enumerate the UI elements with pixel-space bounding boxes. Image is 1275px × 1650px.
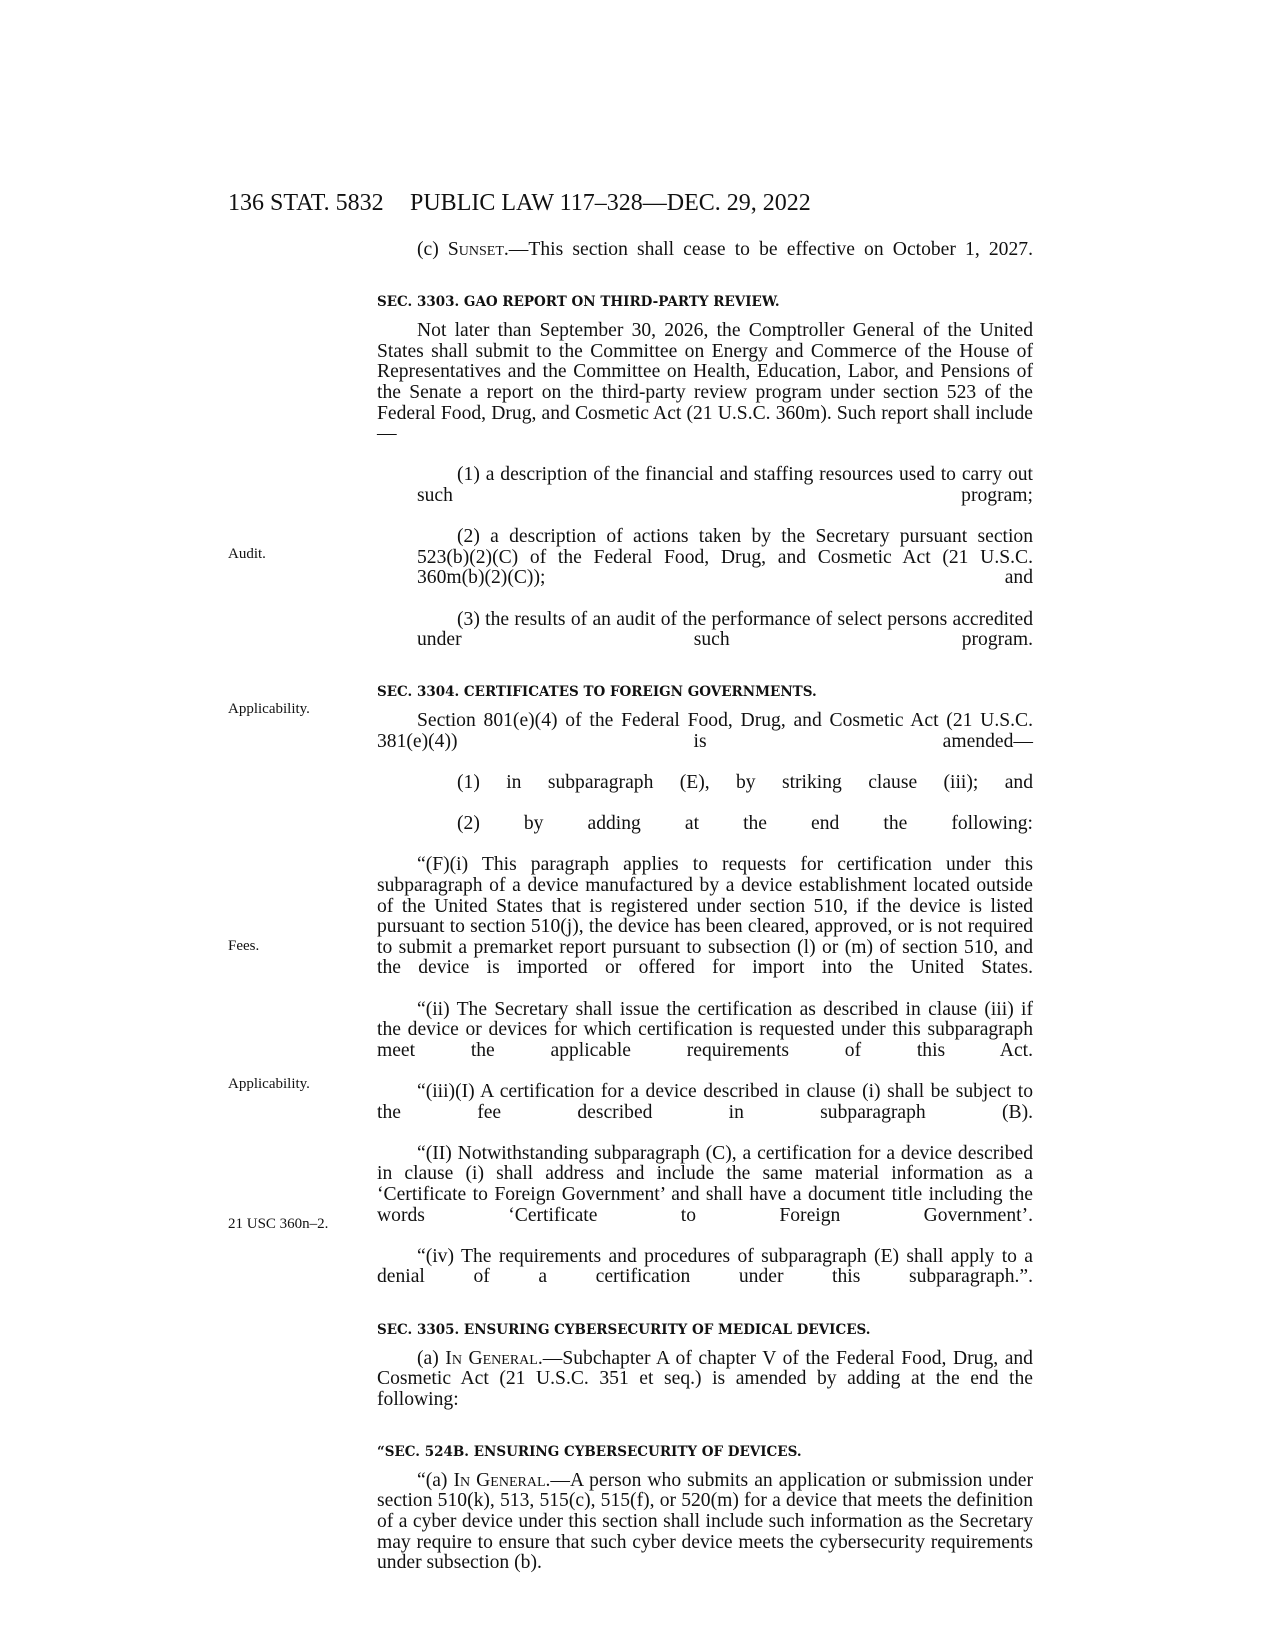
section-3303-item-1: (1) a description of the financial and staffing resources used to carry out such program; bbox=[417, 464, 1033, 506]
subparagraph-f-clause-iii-ii: “(II) Notwithstanding subparagraph (C), a certification for a device described in clause (i) shall address and include the same material information as a ‘Certificate to Foreign Government’ and shall have a document title including the words ‘Certificate to Foreign Government’. bbox=[377, 1142, 1033, 1226]
section-3303-heading: SEC. 3303. GAO REPORT ON THIRD-PARTY REVIEW. bbox=[377, 294, 780, 311]
section-524b-heading: “SEC. 524B. ENSURING CYBERSECURITY OF DEVICES. bbox=[377, 1443, 802, 1460]
section-3303-paragraph: Not later than September 30, 2026, the Comptroller General of the United States shall submit to the Committee on Energy and Commerce of the House of Representatives and the Committee on Health, Education, Labor, and Pensions of the Senate a report on the third-party review program under section 523 of the Federal Food, Drug, and Cosmetic Act (21 U.S.C. 360m). Such report shall include— bbox=[377, 320, 1033, 445]
subparagraph-f-clause-i: “(F)(i) This paragraph applies to requests for certification under this subparagraph of a device manufactured by a device establishment located outside of the United States that is registered under section 510, if the device is listed pursuant to section 510(j), the device has been cleared, approved, or is not required to submit a premarket report pursuant to subsection (l) or (m) of section 510, and the device is imported or offered for import into the United States. bbox=[377, 854, 1033, 979]
margin-note-applicability: Applicability. bbox=[228, 701, 310, 717]
subparagraph-f-clause-iv: “(iv) The requirements and procedures of subparagraph (E) shall apply to a denial of a certification under this subparagraph.”. bbox=[377, 1245, 1033, 1288]
margin-note-applicability-2: Applicability. bbox=[228, 1076, 310, 1092]
section-3304-item-1: (1) in subparagraph (E), by striking clause (iii); and bbox=[457, 772, 1033, 794]
sunset-label: Sunset bbox=[447, 239, 504, 260]
section-3305-heading: SEC. 3305. ENSURING CYBERSECURITY OF MEDICAL DEVICES. bbox=[377, 1321, 871, 1338]
in-general-label: In General bbox=[445, 1347, 538, 1369]
margin-note-fees: Fees. bbox=[228, 938, 260, 954]
public-law-title: PUBLIC LAW 117–328—DEC. 29, 2022 bbox=[410, 190, 811, 216]
page-header bbox=[228, 188, 1034, 218]
margin-note-usc: 21 USC 360n–2. bbox=[228, 1216, 329, 1232]
section-3303-item-2: (2) a description of actions taken by the Secretary pursuant section 523(b)(2)(C) of the Federal Food, Drug, and Cosmetic Act (21 U.S.C. 360m(b)(2)(C)); and bbox=[417, 526, 1033, 589]
stat-page-number: 136 STAT. 5832 bbox=[228, 190, 384, 216]
section-3304-item-2: (2) by adding at the end the following: bbox=[457, 813, 1033, 835]
subsection-c-sunset: (c) Sunset.—This section shall cease to be effective on October 1, 2027. bbox=[417, 239, 1033, 260]
subparagraph-f-clause-ii: “(ii) The Secretary shall issue the certification as described in clause (iii) if the device or devices for which certification is requested under this subparagraph meet the applicable requirements of this Act. bbox=[377, 998, 1033, 1061]
section-3304-heading: SEC. 3304. CERTIFICATES TO FOREIGN GOVERNMENTS. bbox=[377, 684, 817, 701]
section-3305-subsection-a: (a) In General.—Subchapter A of chapter V of the Federal Food, Drug, and Cosmetic Act (21 U.S.C. 351 et seq.) is amended by adding at the end the following: bbox=[377, 1347, 1033, 1410]
margin-note-audit: Audit. bbox=[228, 546, 266, 562]
section-524b-subsection-a: “(a) In General.—A person who submits an application or submission under section 510(k), 513, 515(c), 515(f), or 520(m) for a device that meets the definition of a cyber device under this section shall include such information as the Secretary may require to ensure that such cyber device meets the cybersecurity requirements under subsection (b). bbox=[377, 1469, 1034, 1574]
in-general-label-2: In General bbox=[453, 1469, 546, 1491]
subparagraph-f-clause-iii-i: “(iii)(I) A certification for a device described in clause (i) shall be subject to the fee described in subparagraph (B). bbox=[377, 1080, 1033, 1123]
document-body bbox=[377, 240, 1033, 1574]
section-3304-paragraph: Section 801(e)(4) of the Federal Food, Drug, and Cosmetic Act (21 U.S.C. 381(e)(4)) is amended— bbox=[377, 710, 1033, 752]
section-3303-item-3: (3) the results of an audit of the performance of select persons accredited under such program. bbox=[417, 608, 1033, 651]
